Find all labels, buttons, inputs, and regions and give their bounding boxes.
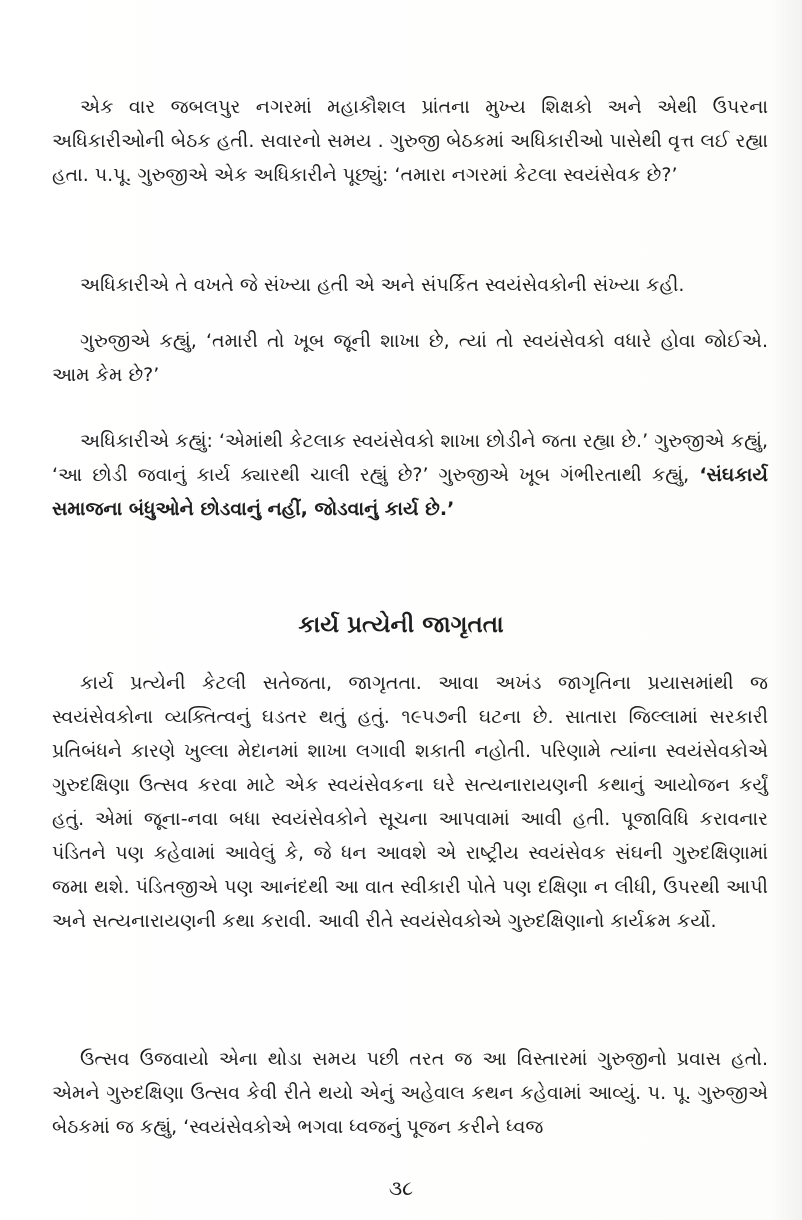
paragraph-5-text: કાર્ય પ્રત્યેની કેટલી સતેજતા, જાગૃતતા. આવા અખંડ જાગૃતિના પ્રયાસમાંથી જ સ્વયંસેવકોના વ્યક્તિત્વનું ઘડતર થતું હતું. ૧૯૫૭ની ઘટના છે. સાતારા જિલ્લામાં સરકારી પ્રતિબંધને કારણે ખુલ્લા મેદાનમાં શાખા લગાવી શકાતી નહોતી. પરિણામે ત્યાંના સ્વયંસેવકોએ ગુરુદક્ષિણા ઉત્સવ કરવા માટે એક સ્વયંસેવકના ઘરે સત્યનારાયણની કથાનું આયોજન કર્યું હતું. એમાં જૂના-નવા બધા સ્વયંસેવકોને સૂચના આપવામાં આવી હતી. પૂજાવિધિ કરાવનાર પંડિતને પણ કહેવામાં આવેલું કે, જે ધન આવશે એ રાષ્ટ્રીય સ્વયંસેવક સંઘની ગુરુદક્ષિણામાં જમા થશે. પંડિતજીએ પણ આનંદથી આ વાત સ્વીકારી પોતે પણ દક્ષિણા ન લીધી, ઉપરથી આપી અને સત્યનારાયણની કથા કરાવી. આવી રીતે સ્વયંસેવકોએ ગુરુદક્ષિણાનો કાર્યક્રમ કર્યો. [52, 672, 768, 932]
paragraph-6 [52, 1042, 768, 1144]
page-number: ૩૮ [388, 1176, 414, 1200]
paragraph-1 [52, 90, 768, 192]
paragraph-3 [52, 324, 768, 392]
paragraph-1-text: એક વાર જબલપુર નગરમાં મહાકૌશલ પ્રાંતના મુખ્ય શિક્ષકો અને એથી ઉપરના અધિકારીઓની બેઠક હતી. સવારનો સમય . ગુરુજી બેઠકમાં અધિકારીઓ પાસેથી વૃત્ત લઈ રહ્યા હતા. પ.પૂ. ગુરુજીએ એક અધિકારીને પૂછ્યું: ‘તમારા નગરમાં કેટલા સ્વયંસેવક છે?’ [52, 96, 768, 186]
paragraph-4-text: અધિકારીએ કહ્યું: ‘એમાંથી કેટલાક સ્વયંસેવકો શાખા છોડીને જતા રહ્યા છે.’ ગુરુજીએ કહ્યું, ‘આ છોડી જવાનું કાર્ય ક્યારથી ચાલી રહ્યું છે?’ ગુરુજીએ ખૂબ ગંભીરતાથી કહ્યું, [52, 430, 768, 486]
paragraph-4 [52, 424, 768, 526]
paragraph-2 [52, 268, 768, 302]
paragraph-3-text: ગુરુજીએ કહ્યું, ‘તમારી તો ખૂબ જૂની શાખા છે, ત્યાં તો સ્વયંસેવકો વધારે હોવા જોઈએ. આમ કેમ છે?’ [52, 330, 768, 386]
section-heading: કાર્ય પ્રત્યેની જાગૃતતા [298, 612, 504, 638]
paragraph-5 [52, 666, 768, 938]
paragraph-4-emphasis: ‘સંઘકાર્ય સમાજના બંધુઓને છોડવાનું નહીં, જોડવાનું કાર્ય છે.’ [52, 464, 768, 520]
paragraph-6-text: ઉત્સવ ઉજવાયો એના થોડા સમય પછી તરત જ આ વિસ્તારમાં ગુરુજીનો પ્રવાસ હતો. એમને ગુરુદક્ષિણા ઉત્સવ કેવી રીતે થયો એનું અહેવાલ કથન કહેવામાં આવ્યું. પ. પૂ. ગુરુજીએ બેઠકમાં જ કહ્યું, ‘સ્વયંસેવકોએ ભગવા ધ્વજનું પૂજન કરીને ધ્વજ [52, 1048, 768, 1138]
paragraph-2-text: અધિકારીએ તે વખતે જે સંખ્યા હતી એ અને સંપર્કિત સ્વયંસેવકોની સંખ્યા કહી. [80, 274, 685, 296]
